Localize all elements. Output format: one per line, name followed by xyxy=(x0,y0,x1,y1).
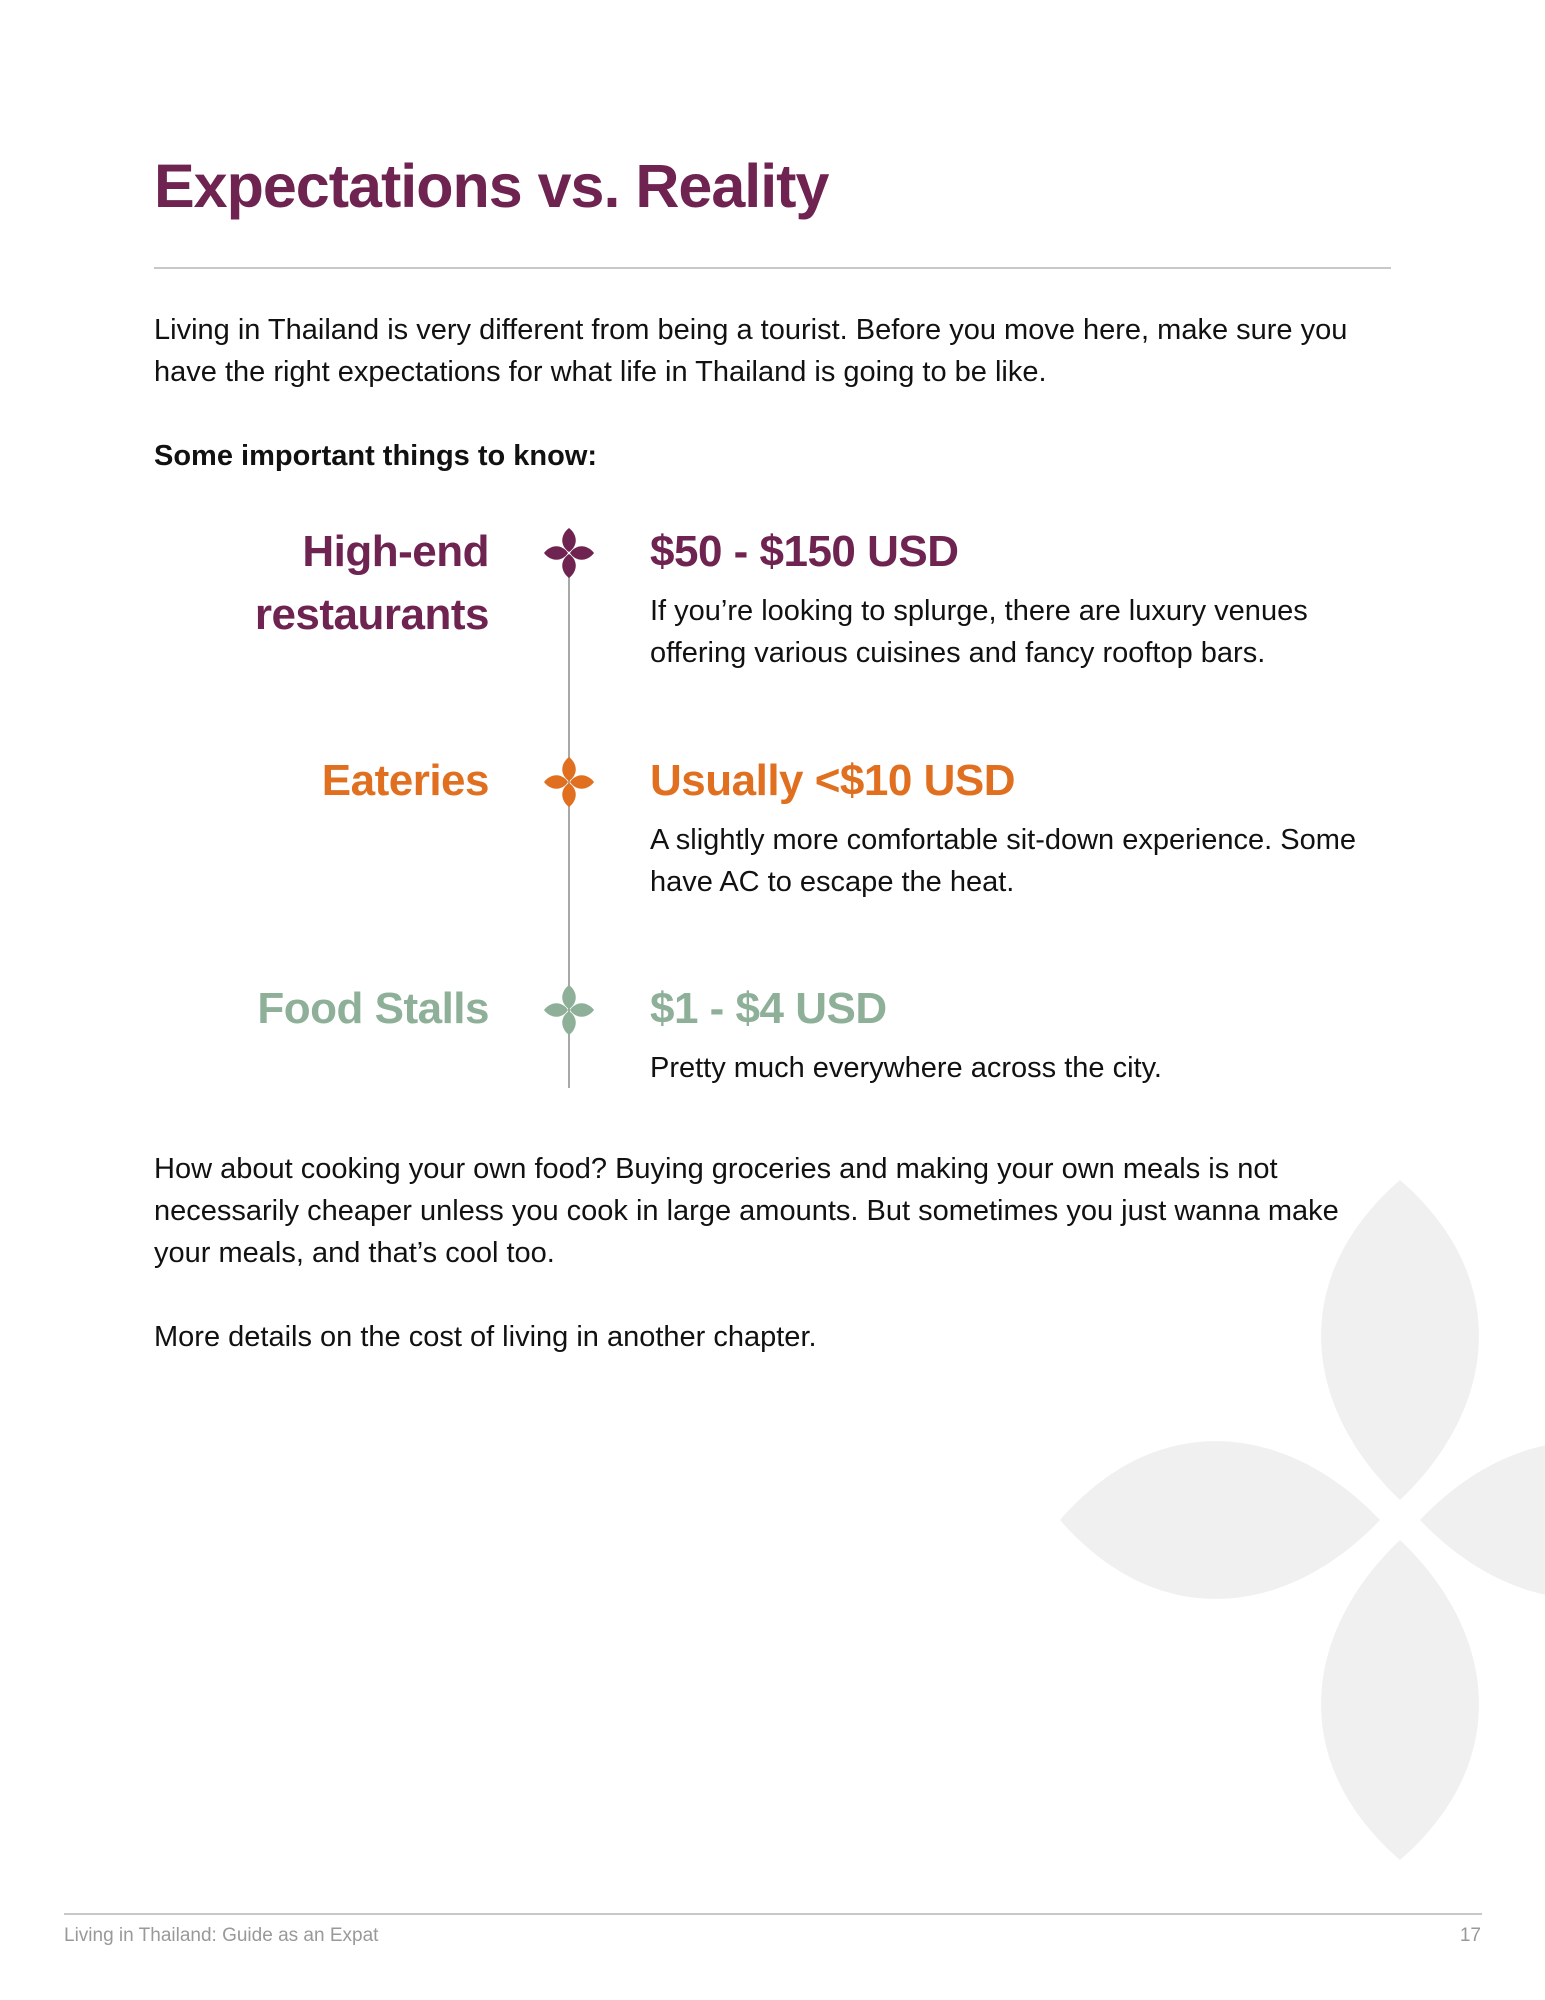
section-subheading: Some important things to know: xyxy=(154,440,598,472)
timeline-price: Usually <$10 USD xyxy=(650,756,1015,805)
timeline-price: $1 - $4 USD xyxy=(650,984,887,1033)
page-number: 17 xyxy=(1459,1925,1481,1946)
cooking-paragraph: How about cooking your own food? Buying groceries and making your own meals is not necessarily cheaper unless you cook in large amounts. But sometimes you just wanna make your meals, and that’s cool too. xyxy=(154,1153,1339,1269)
timeline-category: High-end restaurants xyxy=(254,527,489,639)
title-divider xyxy=(154,267,1391,269)
intro-paragraph: Living in Thailand is very different from being a tourist. Before you move here, make sure you have the right expectations for what life in Thailand is going to be like. xyxy=(154,314,1348,388)
flower-icon xyxy=(543,756,595,808)
more-details-paragraph: More details on the cost of living in another chapter. xyxy=(154,1321,817,1353)
footer-title: Living in Thailand: Guide as an Expat xyxy=(64,1925,379,1946)
page-title: Expectations vs. Reality xyxy=(154,152,829,220)
timeline-price: $50 - $150 USD xyxy=(650,527,959,576)
flower-icon xyxy=(543,984,595,1036)
timeline-description: A slightly more comfortable sit-down experience. Some have AC to escape the heat. xyxy=(650,824,1356,898)
timeline-category: Food Stalls xyxy=(257,984,489,1033)
timeline-description: If you’re looking to splurge, there are luxury venues offering various cuisines and fancy rooftop bars. xyxy=(650,595,1308,669)
flower-icon xyxy=(543,527,595,579)
footer-divider xyxy=(64,1913,1482,1915)
timeline-description: Pretty much everywhere across the city. xyxy=(650,1052,1162,1084)
price-timeline xyxy=(0,520,1545,1090)
timeline-category: Eateries xyxy=(321,756,489,805)
